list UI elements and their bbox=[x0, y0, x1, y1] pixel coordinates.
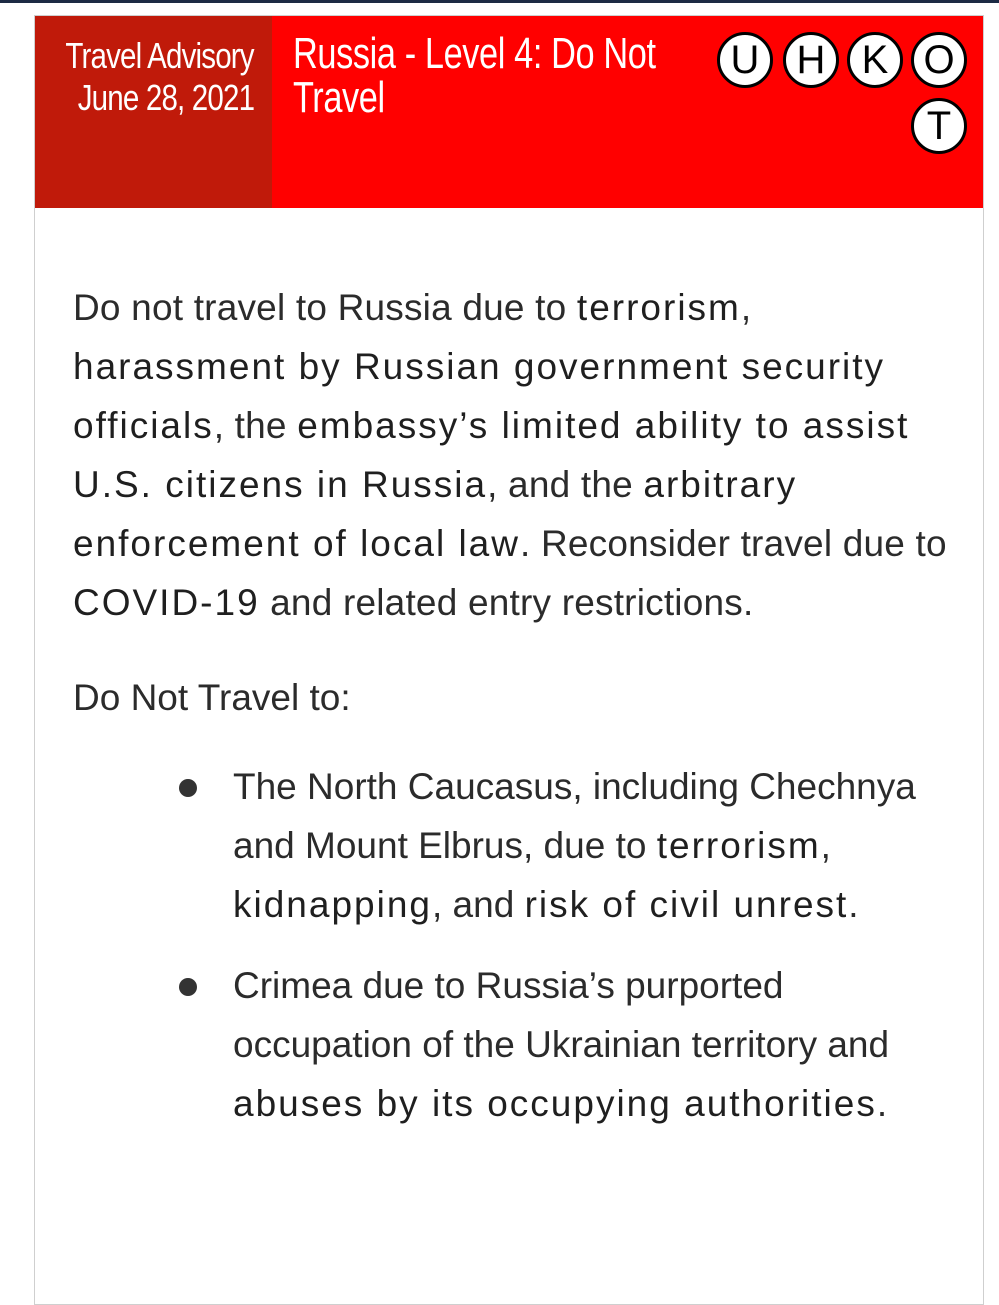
link-civil-unrest[interactable]: risk of civil unrest bbox=[524, 884, 849, 925]
intro-text: , the bbox=[213, 405, 298, 446]
advisory-card bbox=[34, 15, 984, 1305]
advisory-date: June 28, 2021 bbox=[77, 77, 254, 118]
advisory-banner bbox=[35, 16, 983, 208]
intro-text: , and the bbox=[487, 464, 644, 505]
intro-paragraph bbox=[73, 278, 953, 632]
item-text: The North Caucasus, including Chechnya and Mount Elbrus, due to bbox=[233, 766, 916, 866]
item-text: , and bbox=[431, 884, 525, 925]
item-text: . bbox=[876, 1083, 888, 1124]
bullet-icon bbox=[179, 978, 197, 996]
badge-u[interactable]: U bbox=[717, 32, 773, 88]
advisory-title: Russia - Level 4: Do Not Travel bbox=[293, 29, 656, 122]
item-text: Crimea due to Russia’s purported occupation of the Ukrainian territory and bbox=[233, 965, 890, 1065]
link-terrorism[interactable]: terrorism bbox=[656, 825, 821, 866]
intro-text: Do not travel to Russia due to bbox=[73, 287, 577, 328]
intro-text: , bbox=[740, 287, 752, 328]
advisory-body bbox=[73, 278, 953, 1155]
list-item bbox=[73, 757, 953, 934]
date-block bbox=[35, 16, 272, 208]
item-text: . bbox=[848, 884, 859, 925]
link-embassy-ability[interactable]: embassy’s limited ability to assist U.S. citizens in Russia bbox=[73, 405, 910, 505]
bullet-icon bbox=[179, 779, 197, 797]
link-terrorism[interactable]: terrorism bbox=[576, 287, 741, 328]
link-harassment[interactable]: harassment by Russian government security officials bbox=[73, 346, 886, 446]
item-text: , bbox=[820, 825, 831, 866]
link-covid-19[interactable]: COVID-19 bbox=[73, 582, 260, 623]
badge-o[interactable]: O bbox=[911, 32, 967, 88]
badge-t[interactable]: T bbox=[911, 98, 967, 154]
advisory-label: Travel Advisory bbox=[65, 35, 254, 76]
top-edge-line bbox=[0, 0, 999, 3]
do-not-travel-heading: Do Not Travel to: bbox=[73, 677, 351, 718]
link-arbitrary-enforcement[interactable]: arbitrary enforcement of local law bbox=[73, 464, 798, 564]
badge-k[interactable]: K bbox=[847, 32, 903, 88]
intro-text: . Reconsider travel due to bbox=[519, 523, 947, 564]
badge-h[interactable]: H bbox=[783, 32, 839, 88]
list-item bbox=[73, 956, 953, 1133]
intro-text: and related entry restrictions. bbox=[259, 582, 754, 623]
link-kidnapping[interactable]: kidnapping bbox=[233, 884, 432, 925]
link-occupying-authorities[interactable]: abuses by its occupying authorities bbox=[233, 1083, 877, 1124]
do-not-travel-list bbox=[73, 757, 953, 1133]
